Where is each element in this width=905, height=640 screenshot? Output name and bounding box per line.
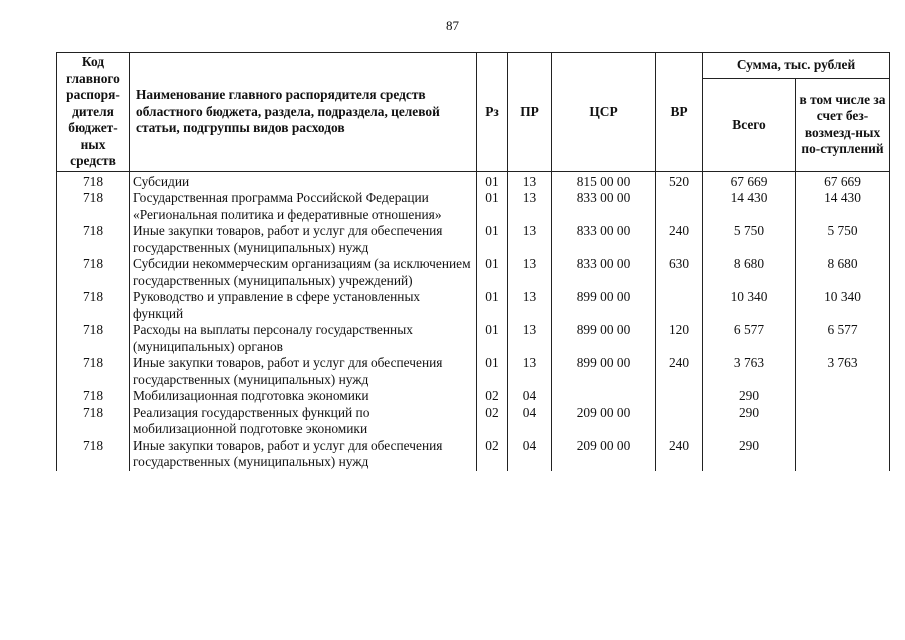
cell-code: 718 xyxy=(57,171,130,190)
cell-free: 5 750 xyxy=(796,223,890,256)
cell-total: 14 430 xyxy=(703,190,796,223)
cell-total: 5 750 xyxy=(703,223,796,256)
cell-name: Расходы на выплаты персоналу государственных (муниципальных) органов xyxy=(130,322,477,355)
cell-free: 14 430 xyxy=(796,190,890,223)
cell-name: Субсидии некоммерческим организациям (за исключением государственных (муниципальных) учреждений) xyxy=(130,256,477,289)
cell-total: 290 xyxy=(703,388,796,405)
cell-total: 3 763 xyxy=(703,355,796,388)
header-rz: Рз xyxy=(477,53,508,172)
header-pr: ПР xyxy=(508,53,552,172)
cell-csr xyxy=(552,388,656,405)
table-row xyxy=(57,190,890,223)
page-number: 87 xyxy=(446,18,459,33)
header-vr: ВР xyxy=(656,53,703,172)
cell-rz: 01 xyxy=(477,322,508,355)
cell-vr xyxy=(656,405,703,438)
cell-pr: 04 xyxy=(508,388,552,405)
cell-pr: 04 xyxy=(508,405,552,438)
cell-code: 718 xyxy=(57,322,130,355)
cell-vr: 240 xyxy=(656,223,703,256)
header-csr: ЦСР xyxy=(552,53,656,172)
header-code: Код главного распоря-дителя бюджет-ных средств xyxy=(57,53,130,172)
cell-rz: 01 xyxy=(477,223,508,256)
cell-csr: 815 00 00 xyxy=(552,171,656,190)
cell-pr: 13 xyxy=(508,171,552,190)
cell-pr: 13 xyxy=(508,223,552,256)
cell-name: Мобилизационная подготовка экономики xyxy=(130,388,477,405)
cell-free: 10 340 xyxy=(796,289,890,322)
cell-csr: 833 00 00 xyxy=(552,223,656,256)
cell-free xyxy=(796,388,890,405)
cell-code: 718 xyxy=(57,289,130,322)
table-row xyxy=(57,223,890,256)
cell-vr: 240 xyxy=(656,438,703,471)
cell-code: 718 xyxy=(57,223,130,256)
header-total: Всего xyxy=(703,79,796,171)
cell-code: 718 xyxy=(57,438,130,471)
cell-free: 67 669 xyxy=(796,171,890,190)
cell-csr: 209 00 00 xyxy=(552,438,656,471)
table-row xyxy=(57,256,890,289)
cell-vr: 120 xyxy=(656,322,703,355)
table-row xyxy=(57,405,890,438)
table-header xyxy=(57,53,890,172)
cell-rz: 01 xyxy=(477,289,508,322)
cell-total: 8 680 xyxy=(703,256,796,289)
header-free: в том числе за счет без-возмезд-ных по-ступлений xyxy=(796,79,890,171)
cell-vr xyxy=(656,190,703,223)
table-row xyxy=(57,438,890,471)
cell-code: 718 xyxy=(57,190,130,223)
cell-rz: 01 xyxy=(477,171,508,190)
cell-pr: 13 xyxy=(508,322,552,355)
cell-csr: 209 00 00 xyxy=(552,405,656,438)
budget-table xyxy=(56,52,890,471)
cell-pr: 04 xyxy=(508,438,552,471)
header-sum: Сумма, тыс. рублей xyxy=(703,53,890,79)
cell-total: 6 577 xyxy=(703,322,796,355)
cell-free: 8 680 xyxy=(796,256,890,289)
table-row xyxy=(57,355,890,388)
cell-rz: 02 xyxy=(477,388,508,405)
cell-free: 6 577 xyxy=(796,322,890,355)
cell-csr: 833 00 00 xyxy=(552,190,656,223)
table-row xyxy=(57,322,890,355)
cell-csr: 899 00 00 xyxy=(552,355,656,388)
cell-total: 290 xyxy=(703,438,796,471)
cell-free xyxy=(796,438,890,471)
cell-code: 718 xyxy=(57,355,130,388)
cell-name: Иные закупки товаров, работ и услуг для обеспечения государственных (муниципальных) нужд xyxy=(130,438,477,471)
cell-code: 718 xyxy=(57,405,130,438)
cell-total: 290 xyxy=(703,405,796,438)
cell-total: 10 340 xyxy=(703,289,796,322)
cell-name: Субсидии xyxy=(130,171,477,190)
cell-free xyxy=(796,405,890,438)
cell-name: Иные закупки товаров, работ и услуг для обеспечения государственных (муниципальных) нужд xyxy=(130,223,477,256)
table-row xyxy=(57,388,890,405)
cell-csr: 899 00 00 xyxy=(552,289,656,322)
header-name: Наименование главного распорядителя средств областного бюджета, раздела, подраздела, целевой статьи, подгруппы видов расходов xyxy=(130,53,477,172)
cell-vr xyxy=(656,289,703,322)
table-body xyxy=(57,171,890,471)
cell-free: 3 763 xyxy=(796,355,890,388)
cell-pr: 13 xyxy=(508,190,552,223)
cell-name: Государственная программа Российской Федерации «Региональная политика и федеративные отношения» xyxy=(130,190,477,223)
cell-rz: 02 xyxy=(477,405,508,438)
cell-name: Реализация государственных функций по мобилизационной подготовке экономики xyxy=(130,405,477,438)
cell-vr: 240 xyxy=(656,355,703,388)
cell-code: 718 xyxy=(57,388,130,405)
cell-vr: 630 xyxy=(656,256,703,289)
cell-name: Иные закупки товаров, работ и услуг для обеспечения государственных (муниципальных) нужд xyxy=(130,355,477,388)
cell-pr: 13 xyxy=(508,355,552,388)
cell-pr: 13 xyxy=(508,289,552,322)
cell-total: 67 669 xyxy=(703,171,796,190)
cell-pr: 13 xyxy=(508,256,552,289)
cell-rz: 02 xyxy=(477,438,508,471)
cell-rz: 01 xyxy=(477,355,508,388)
cell-code: 718 xyxy=(57,256,130,289)
cell-vr: 520 xyxy=(656,171,703,190)
cell-name: Руководство и управление в сфере установленных функций xyxy=(130,289,477,322)
table-row xyxy=(57,171,890,190)
cell-vr xyxy=(656,388,703,405)
cell-csr: 833 00 00 xyxy=(552,256,656,289)
cell-rz: 01 xyxy=(477,190,508,223)
table-row xyxy=(57,289,890,322)
cell-rz: 01 xyxy=(477,256,508,289)
cell-csr: 899 00 00 xyxy=(552,322,656,355)
